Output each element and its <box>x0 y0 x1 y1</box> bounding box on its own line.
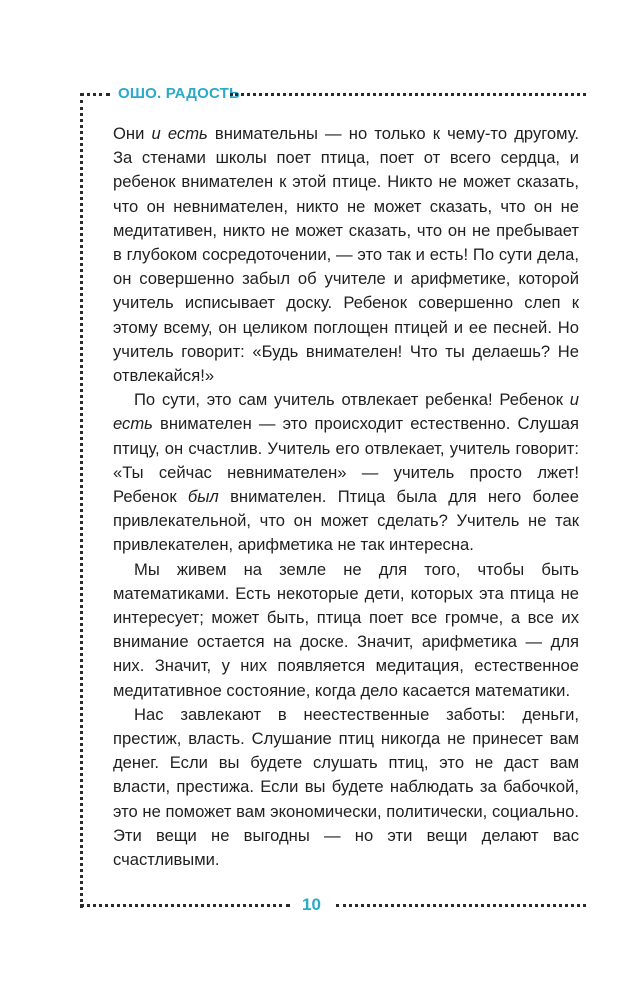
paragraph-4 <box>113 703 579 872</box>
paragraph-2-segment-5: внимателен. Птица была для него более привлекательной, что он может сделать? Учитель не так привлекателен, арифметика не так интересна. <box>113 487 579 555</box>
running-title: ОШО. РАДОСТЬ <box>118 85 240 102</box>
body-text <box>113 122 579 872</box>
paragraph-1-segment-3: внимательны — но только к чему-то другому. За стенами школы поет птица, поет от всего сердца, и ребенок внимателен к этой птице. Никто не может сказать, что он невнимателен, никто не может сказать, что он не медитативен, никто не может сказать, что он не пребывает в глубоком сосредоточении, — это так и есть! По сути дела, он совершенно забыл об учителе и арифметике, которой учитель исписывает доску. Ребенок совершенно слеп к этому всему, он целиком поглощен птицей и ее песней. Но учитель говорит: «Будь внимателен! Что ты делаешь? Не отвлекайся!» <box>113 124 579 386</box>
paragraph-2-segment-4: был <box>187 487 219 507</box>
header-dotted-rule-right <box>230 93 586 96</box>
side-dotted-rule <box>80 100 83 908</box>
paragraph-1-segment-1: Они <box>113 124 152 143</box>
footer-dotted-rule-left <box>80 904 290 907</box>
paragraph-4-segment-1: Нас завлекают в неестественные заботы: деньги, престиж, власть. Слушание птиц никогда не принесет вам денег. Если вы будете слушать птиц, это не даст вам власти, престижа. Если вы будете наблюдать за бабочкой, это не поможет вам экономически, политически, социально. Эти вещи не выгодны — но эти вещи делают вас счастливыми. <box>113 704 579 870</box>
paragraph-1 <box>113 122 579 388</box>
paragraph-2-segment-3: внимателен — это происходит естественно. Слушая птицу, он счастлив. Учитель его отвлекает, учитель говорит: «Ты сейчас невнимателен» — учитель просто лжет! Ребенок <box>113 414 579 507</box>
header-dotted-rule-left <box>80 93 110 96</box>
paragraph-2-segment-1: По сути, это сам учитель отвлекает ребенка! Ребенок <box>134 390 570 410</box>
paragraph-3-segment-1: Мы живем на земле не для того, чтобы быть математиками. Есть некоторые дети, которых эта птица не интересует; может быть, птица поет все громче, а все их внимание остается на доске. Значит, арифметика — для них. Значит, у них появляется медитация, естественное медитативное состояние, когда дело касается математики. <box>113 559 579 700</box>
paragraph-2 <box>113 388 579 557</box>
paragraph-2-segment-2: и есть <box>113 390 579 434</box>
paragraph-1-segment-2: и есть <box>151 124 208 143</box>
paragraph-3 <box>113 558 579 703</box>
page-footer <box>80 892 586 918</box>
page-number: 10 <box>302 895 321 914</box>
footer-dotted-rule-right <box>336 904 586 907</box>
running-header <box>80 84 586 106</box>
